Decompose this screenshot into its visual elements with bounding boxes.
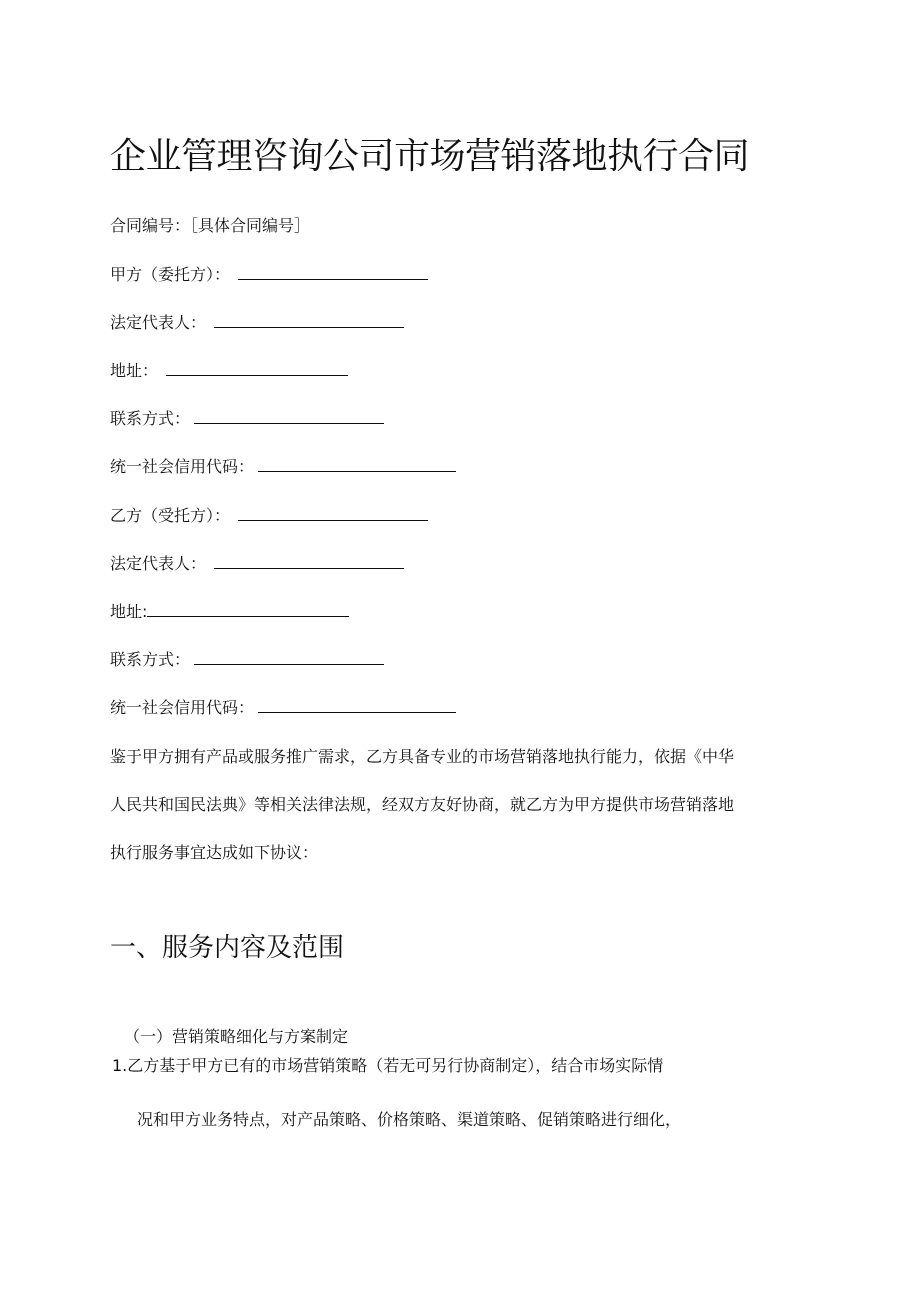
section-1-heading: 一、服务内容及范围 xyxy=(110,933,345,963)
party-a-credit-code-blank[interactable] xyxy=(258,457,456,472)
party-a-contact-row xyxy=(110,409,384,429)
contract-number: 合同编号：［具体合同编号］ xyxy=(110,216,311,235)
party-a-header-label: 甲方（委托方）： xyxy=(110,265,231,284)
preamble-paragraph xyxy=(110,733,790,877)
contract-title: 企业管理咨询公司市场营销落地执行合同 xyxy=(110,136,750,177)
party-b-address-row xyxy=(110,602,349,622)
party-b-header-label: 乙方（受托方）： xyxy=(110,506,231,525)
clause-1-line-1: 1.乙方基于甲方已有的市场营销策略（若无可另行协商制定），结合市场实际情 xyxy=(112,1056,664,1075)
party-a-header-row xyxy=(110,265,428,285)
party-a-address-row xyxy=(110,361,348,381)
party-a-credit-code-label: 统一社会信用代码： xyxy=(110,457,255,476)
party-b-credit-code-blank[interactable] xyxy=(258,698,456,713)
preamble-line: 执行服务事宜达成如下协议： xyxy=(110,843,319,862)
party-b-legal-rep-row xyxy=(110,554,404,574)
party-a-legal-rep-label: 法定代表人： xyxy=(110,313,207,332)
subsection-1-heading: （一）营销策略细化与方案制定 xyxy=(124,1027,349,1046)
party-a-name-blank[interactable] xyxy=(238,265,428,280)
party-a-address-blank[interactable] xyxy=(166,361,348,376)
party-a-legal-rep-blank[interactable] xyxy=(214,313,404,328)
preamble-line: 鉴于甲方拥有产品或服务推广需求，乙方具备专业的市场营销落地执行能力，依据《中华 xyxy=(110,747,735,766)
party-b-legal-rep-blank[interactable] xyxy=(214,554,404,569)
preamble-line: 人民共和国民法典》等相关法律法规，经双方友好协商，就乙方为甲方提供市场营销落地 xyxy=(110,795,735,814)
party-b-name-blank[interactable] xyxy=(238,506,428,521)
party-b-legal-rep-label: 法定代表人： xyxy=(110,554,207,573)
clause-1-line-2: 况和甲方业务特点，对产品策略、价格策略、渠道策略、促销策略进行细化， xyxy=(137,1110,682,1129)
party-a-legal-rep-row xyxy=(110,313,404,333)
party-b-credit-code-row xyxy=(110,698,456,718)
party-b-header-row xyxy=(110,506,428,526)
party-b-credit-code-label: 统一社会信用代码： xyxy=(110,698,255,717)
party-a-contact-label: 联系方式： xyxy=(110,409,191,428)
party-b-contact-row xyxy=(110,650,384,670)
party-b-address-blank[interactable] xyxy=(147,602,349,617)
party-b-address-label: 地址: xyxy=(110,602,148,621)
party-a-contact-blank[interactable] xyxy=(194,409,384,424)
party-b-contact-blank[interactable] xyxy=(194,650,384,665)
party-a-address-label: 地址： xyxy=(110,361,159,380)
party-b-contact-label: 联系方式： xyxy=(110,650,191,669)
party-a-credit-code-row xyxy=(110,457,456,477)
